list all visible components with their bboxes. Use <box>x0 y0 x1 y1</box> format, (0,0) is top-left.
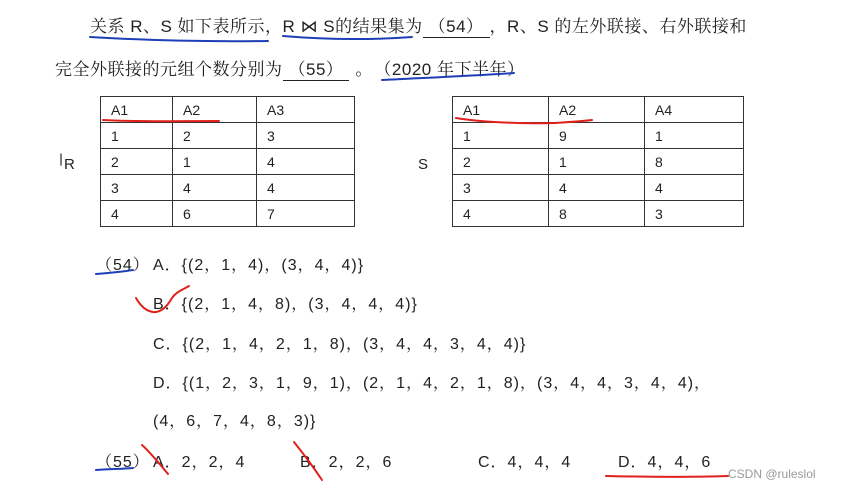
header-cell: A3 <box>257 97 355 123</box>
relation-r-table <box>100 96 355 227</box>
table-cell: 4 <box>101 201 173 227</box>
q54-option-c: C．{(2，1，4，2，1，8)，(3，4，4，3，4，4)} <box>153 336 527 353</box>
watermark: CSDN @ruleslol <box>728 467 816 481</box>
table-cell: 4 <box>173 175 257 201</box>
header-cell: A1 <box>101 97 173 123</box>
question-line2-prefix: 完全外联接的元组个数分别为 <box>55 60 283 79</box>
table-cell: 4 <box>453 201 549 227</box>
blank-55: （55） <box>283 55 350 81</box>
q55-option-d: D．4，4，6 <box>618 454 712 471</box>
question-line-1 <box>90 12 747 38</box>
q54-option-b: B．{(2，1，4，8)，(3，4，4，4)} <box>153 296 418 313</box>
table-cell: 6 <box>173 201 257 227</box>
table-cell: 3 <box>257 123 355 149</box>
table-row <box>453 123 744 149</box>
table-row <box>453 149 744 175</box>
table-cell: 1 <box>101 123 173 149</box>
table-cell: 8 <box>645 149 744 175</box>
question-source: （2020 年下半年） <box>382 60 525 79</box>
table-cell: 8 <box>549 201 645 227</box>
table-row <box>101 201 355 227</box>
table-row <box>101 175 355 201</box>
table-header-row <box>453 97 744 123</box>
q55-number: （55） <box>96 454 150 471</box>
table-cell: 1 <box>453 123 549 149</box>
question-line2-mid: 。 <box>355 60 373 79</box>
table-cell: 3 <box>101 175 173 201</box>
question-line1-prefix: 关系 R、S 如下表所示，R ⋈ S的结果集为 <box>90 17 423 36</box>
table-row <box>101 123 355 149</box>
q54-option-d-cont: (4，6，7，4，8，3)} <box>153 413 317 430</box>
q55-option-c: C．4，4，4 <box>478 454 572 471</box>
table-cell: 4 <box>645 175 744 201</box>
q55-option-b: B．2，2，6 <box>300 454 393 471</box>
q54-option-d: D．{(1，2，3，1，9，1)，(2，1，4，2，1，8)，(3，4，4，3，4，4)， <box>153 375 712 392</box>
table-cell: 9 <box>549 123 645 149</box>
relation-s-table <box>452 96 744 227</box>
table-cell: 4 <box>257 149 355 175</box>
table-cell: 4 <box>257 175 355 201</box>
table-cell: 4 <box>549 175 645 201</box>
table-row <box>101 149 355 175</box>
header-cell: A2 <box>173 97 257 123</box>
header-cell: A2 <box>549 97 645 123</box>
q54-number: （54） <box>96 257 150 274</box>
table-cell: 2 <box>101 149 173 175</box>
relation-s-label: S <box>418 156 429 173</box>
blank-54: （54） <box>423 12 490 38</box>
header-cell: A4 <box>645 97 744 123</box>
table-cell: 2 <box>173 123 257 149</box>
question-line1-suffix: ，R、S 的左外联接、右外联接和 <box>489 17 747 36</box>
table-cell: 1 <box>173 149 257 175</box>
q55-option-a: A．2，2，4 <box>153 454 246 471</box>
table-row <box>453 175 744 201</box>
table-header-row <box>101 97 355 123</box>
table-cell: 3 <box>453 175 549 201</box>
table-row <box>453 201 744 227</box>
question-line-2 <box>55 55 524 81</box>
relation-r-label: R <box>64 156 75 173</box>
red-underline-55d <box>606 476 728 477</box>
header-cell: A1 <box>453 97 549 123</box>
table-cell: 7 <box>257 201 355 227</box>
table-cell: 1 <box>645 123 744 149</box>
q54-option-a: A．{(2，1，4)，(3，4，4)} <box>153 257 365 274</box>
table-cell: 1 <box>549 149 645 175</box>
table-cell: 3 <box>645 201 744 227</box>
table-cell: 2 <box>453 149 549 175</box>
